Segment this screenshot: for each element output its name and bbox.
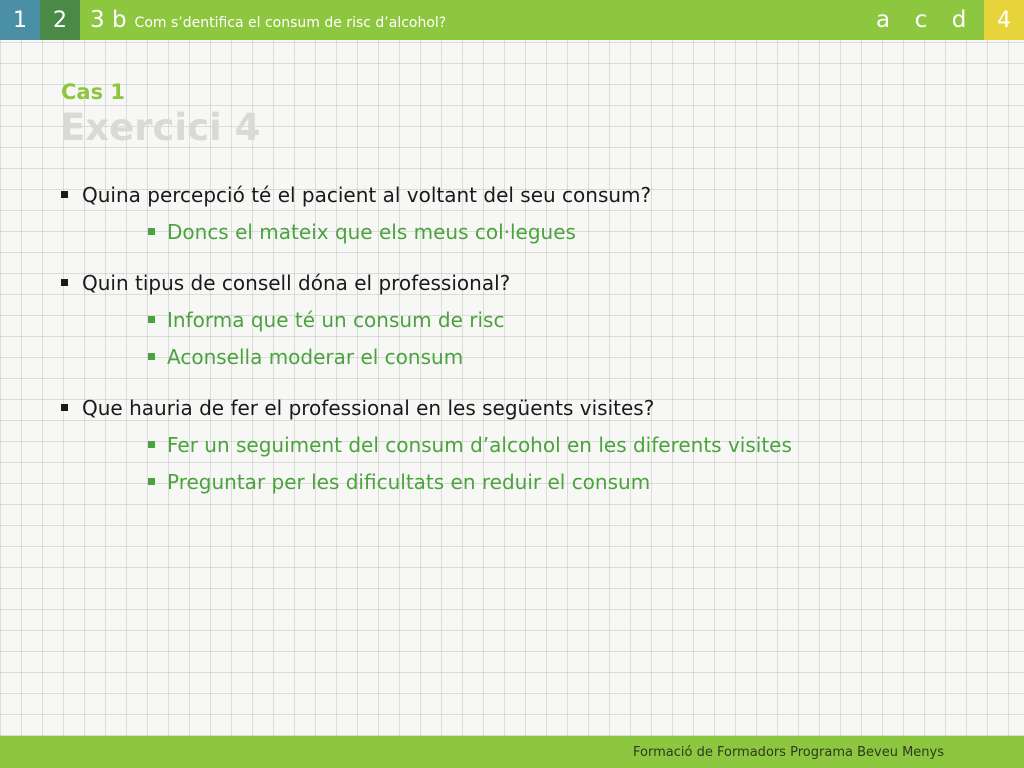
- answer-text: Informa que té un consum de risc: [167, 308, 505, 332]
- answer-text: Fer un seguiment del consum d’alcohol en les diferents visites: [167, 433, 792, 457]
- spacer: [0, 379, 1024, 393]
- bullet-icon: [148, 478, 155, 485]
- bullet-icon: [148, 441, 155, 448]
- nav-button-4[interactable]: 4: [984, 0, 1024, 40]
- section-title: Com s’dentifica el consum de risc d’alcohol?: [134, 15, 447, 31]
- question-item: [0, 268, 1024, 305]
- section-header: [80, 7, 446, 33]
- question-item: [0, 180, 1024, 217]
- nav-link-a[interactable]: a: [875, 7, 891, 33]
- answer-text: Aconsella moderar el consum: [167, 345, 464, 369]
- section-number-link[interactable]: 3 b: [90, 7, 127, 33]
- question-text: Quina percepció té el pacient al voltant del seu consum?: [82, 183, 652, 207]
- question-list: [0, 180, 1024, 504]
- answer-text: Doncs el mateix que els meus col·legues: [167, 220, 576, 244]
- case-label: Cas 1: [61, 80, 126, 104]
- answer-item: [0, 467, 1024, 504]
- spacer: [0, 254, 1024, 268]
- nav-button-2[interactable]: 2: [40, 0, 80, 40]
- nav-link-c[interactable]: c: [914, 7, 928, 33]
- footer-bar: [0, 736, 1024, 768]
- question-item: [0, 393, 1024, 430]
- answer-item: [0, 342, 1024, 379]
- right-navigation: [864, 0, 1024, 40]
- bullet-icon: [61, 404, 68, 411]
- answer-item: [0, 430, 1024, 467]
- footer-text: Formació de Formadors Programa Beveu Menys: [633, 745, 944, 760]
- bullet-icon: [148, 228, 155, 235]
- bullet-icon: [148, 316, 155, 323]
- bullet-icon: [61, 191, 68, 198]
- nav-button-1[interactable]: 1: [0, 0, 40, 40]
- top-navigation-bar: [0, 0, 1024, 40]
- answer-item: [0, 217, 1024, 254]
- bullet-icon: [148, 353, 155, 360]
- answer-item: [0, 305, 1024, 342]
- slide-title: Exercici 4: [60, 106, 261, 149]
- nav-link-d[interactable]: d: [951, 7, 967, 33]
- question-text: Que hauria de fer el professional en les següents visites?: [82, 396, 655, 420]
- question-text: Quin tipus de consell dóna el professional?: [82, 271, 511, 295]
- bullet-icon: [61, 279, 68, 286]
- answer-text: Preguntar per les dificultats en reduir el consum: [167, 470, 651, 494]
